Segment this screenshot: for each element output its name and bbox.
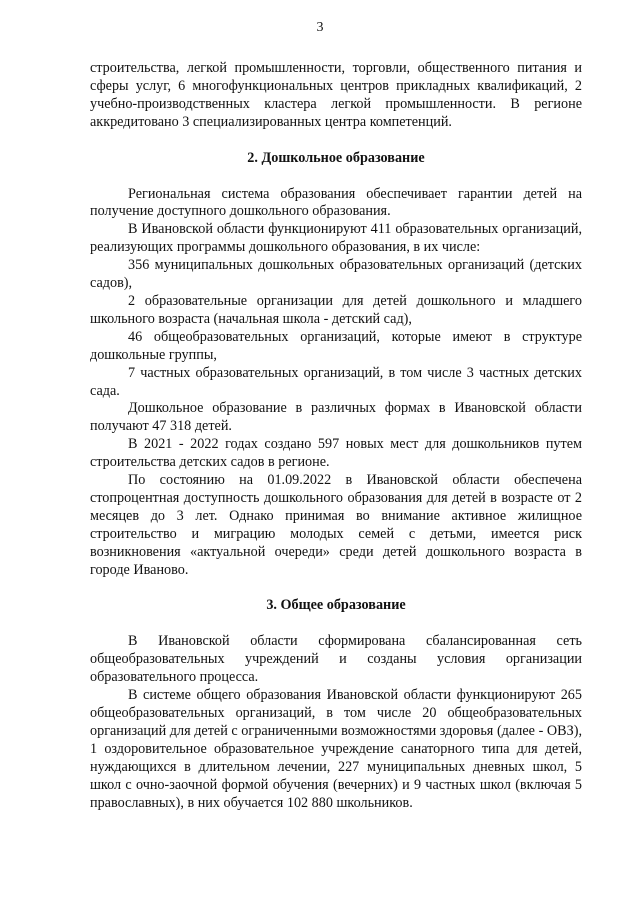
section-2-paragraph: 46 общеобразовательных организаций, которые имеют в структуре дошкольные группы, xyxy=(90,328,582,363)
document-body xyxy=(90,60,582,812)
section-2-paragraph: По состоянию на 01.09.2022 в Ивановской области обеспечена стопроцентная доступность дошкольного образования для детей в возрасте от 2 месяцев до 3 лет. Однако принимая во внимание активное жилищное строительство и миграцию молодых семей с детьми, имеется риск возникновения «актуальной очереди» среди детей дошкольного возраста в городе Иваново. xyxy=(90,472,582,578)
section-2-paragraph: 2 образовательные организации для детей дошкольного и младшего школьного возраста (начальная школа - детский сад), xyxy=(90,292,582,327)
section-2-paragraph: Региональная система образования обеспечивает гарантии детей на получение доступного дошкольного образования. xyxy=(90,185,582,220)
section-2-paragraph: В 2021 - 2022 годах создано 597 новых мест для дошкольников путем строительства детских садов в регионе. xyxy=(90,436,582,471)
intro-paragraph: строительства, легкой промышленности, торговли, общественного питания и сферы услуг, 6 многофункциональных центров прикладных квалификаций, 2 учебно-производственных кластера легкой промышленности. В регионе аккредитовано 3 специализированных центра компетенций. xyxy=(90,60,582,130)
section-2-heading: 2. Дошкольное образование xyxy=(247,149,425,166)
page-number: 3 xyxy=(316,20,324,35)
section-2-paragraph: 356 муниципальных дошкольных образовательных организаций (детских садов), xyxy=(90,257,582,292)
section-3-heading: 3. Общее образование xyxy=(266,597,406,614)
section-2-paragraph: Дошкольное образование в различных формах в Ивановской области получают 47 318 детей. xyxy=(90,400,582,435)
section-3-paragraph: В системе общего образования Ивановской области функционируют 265 общеобразовательных организаций, в том числе 20 общеобразовательных организаций для детей с ограниченными возможностями здоровья (далее - ОВЗ), 1 оздоровительное образовательное учреждение санаторного типа для детей, нуждающихся в длительном лечении, 227 муниципальных дневных школ, 5 школ с очно-заочной формой обучения (вечерних) и 9 частных школ (включая 5 православных), в них обучается 102 880 школьников. xyxy=(90,687,582,811)
section-2-paragraph: 7 частных образовательных организаций, в том числе 3 частных детских сада. xyxy=(90,364,582,399)
section-3-paragraph: В Ивановской области сформирована сбалансированная сеть общеобразовательных учреждений и созданы условия организации образовательного процесса. xyxy=(90,633,582,686)
section-2-paragraph: В Ивановской области функционируют 411 образовательных организаций, реализующих программы дошкольного образования, в их числе: xyxy=(90,221,582,256)
